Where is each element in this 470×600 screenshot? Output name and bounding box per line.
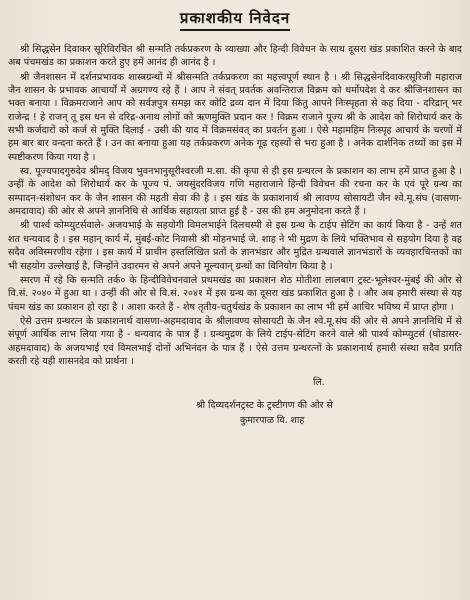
signature-line-2: कुमारपाळ वि. शाह — [240, 415, 305, 427]
document-body — [8, 43, 462, 368]
paragraph: ऐसे उत्तम ग्रन्थरत्न के प्रकाशनार्थ वासणा-अहमदावाद के श्रीलावण्य सोसायटी के जैन श्वे.मू.संघ की ओर से अपने ज्ञाननिधि में से संपूर्ण आर्थिक लाभ लिया गया है - धन्यवाद के पात्र हैं । ग्रन्थमुद्रण के लिये टाईप-सेटिंग करने वाले श्री पार्श्व कोम्प्युटर्स (घोडासर-अहमदावाद) के अजयभाई एवं विमलभाई दोनों अभिनंदन के पात्र हैं । ऐसे उत्तम ग्रन्थरत्नों के प्रकाशनार्थ हमारी संस्था सदैव प्रगति करती रहे यही शासनदेव को प्रार्थना । — [8, 315, 462, 367]
closing-li: लि. — [313, 377, 325, 389]
paragraph: स्मरण में रहे कि सन्मति तर्क० के हिन्दीविवेचनवाले प्रथमखंड का प्रकाशन शेठ मोतीशा लालबाग ट्रस्ट-भूलेश्वर-मुंबई की ओर से वि.सं. २०४० में हुआ था । उन्हीं की ओर से वि.सं. २०४१ में इस ग्रन्थ का दूसरा खंड प्रकाशित हुआ है । और अब हमारी संस्था से यह पंचम खंड का प्रकाशन हो रहा है । आशा करते हैं - शेष तृतीय-चतुर्थखंड के प्रकाशन का लाभ भी हमें आचिर भविष्य में प्राप्त होगा । — [8, 274, 462, 313]
signature-line-1: श्री दिव्यदर्शनट्रस्ट के ट्रस्टीगण की ओर से — [196, 400, 333, 412]
paragraph: श्री पार्श्व कोम्प्युटर्सवाले- अजयभाई के सहयोगी विमलभाईने दिलचस्पी से इस ग्रन्थ के टाईप सेटिंग का कार्य किया है - उन्हें शत शत धन्यवाद है । इस महान् कार्य में, मुंबई-कोट निवासी श्री मोहनभाई जे. शाह ने भी मुद्रण के लिये भक्तिभाव से सहयोग दिया है वह सदैव अविस्मरणीय रहेगा । इस कार्य में प्राचीन हस्तलिखित प्रतों के ज्ञानभंडार और मुद्रित ग्रन्थवाले ज्ञानभंडारों के व्यवहारचिन्तकों का भी सहयोग उल्लेखाई है, जिन्होंने उदारमन से अपने अपने मूल्यवान् ग्रन्थों का विनियोग किया है । — [8, 220, 462, 272]
page-title: प्रकाशकीय निवेदन — [180, 8, 290, 31]
heading-wrapper — [8, 8, 462, 31]
paragraph: श्री जैनशासन में दर्शनप्रभावक शास्त्रग्रन्थों में श्रीसन्मति तर्कप्रकरण का महत्त्वपूर्ण स्थान है । श्री सिद्धसेनदिवाकरसूरिजी महाराज जैन शासन के प्रभावक आचार्यों में अग्रगण्य रहे हैं । आप ने संवत् प्रवर्तक अवन्तिराज विक्रम को धर्मोपदेश दे कर श्रीजिनशासन का भक्त बनाया । विक्रमराजाने आप को सर्वज्ञपुत्र समझ कर कोटि द्रव्य दान में दिया किंतु आपने निःस्पृहता से कह दिया - दरिद्रान् भर राजेन्द्र ! हे राजन् तू इस धन से दरिद्र-अनाथ लोगों को ऋणमुक्ति प्रदान कर ! विक्रम राजाने पूज्य श्री के आदेश को शिरोधार्य कर के सभी कर्जदारों को कर्ज से मुक्ति दिलाई - उसी की याद में विक्रमसंवत् का प्रवर्तन हुआ । ऐसे महामहिम निःस्पृह आचार्य के चरणों में हम बार बार वन्दना करते हैं । उन का बनाया हुआ यह तर्कप्रकरण अनेक गूढ़ रहस्यों से भरा हुआ है । अनेक दार्शनिक तथ्यों का इस में स्पष्टीकरण किया गया है । — [8, 71, 462, 163]
paragraph: स्व. पूज्यपादगुरुदेव श्रीमद् विजय भुवनभानुसूरीश्वरजी म.सा. की कृपा से ही इस ग्रन्थरत्न के प्रकाशन का लाभ हमें प्राप्त हुआ है । उन्हीं के आदेश को शिरोधार्य कर के पूज्य पं. जयसुंदरविजय गणि महाराजाने हिन्दी विवेचन की रचना कर के एवं पूरे ग्रन्थ का सम्पादन-संशोधन कर के जैन शासन की महती सेवा की है । इस खंड के प्रकाशनार्थ श्री लावण्य सोसायटी जैन श्वे.मू.संघ (वासणा-अमदावाद) की ओर से अपने ज्ञाननिधि से आर्थिक सहायता प्राप्त हुई है - उस की हम अनुमोदना करते हैं । — [8, 166, 462, 218]
paragraph: श्री सिद्धसेन दिवाकर सूरिविरचित श्री सन्मति तर्कप्रकरण के व्याख्या और हिन्दी विवेचन के साथ दूसरा खंड प्रकाशित करने के बाद अब पंचमखंड का प्रकाशन करते हुए हमें आनंद ही आनंद है । — [8, 44, 462, 69]
closing-block — [8, 376, 462, 427]
